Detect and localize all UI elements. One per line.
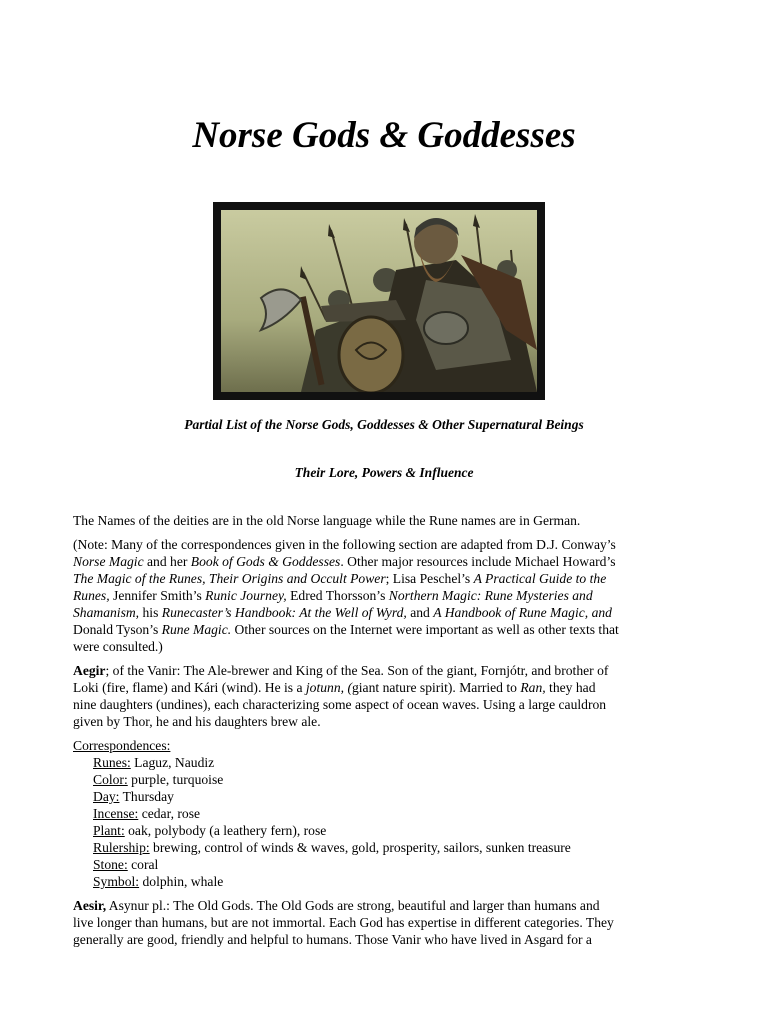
entry-text: Loki (fire, flame) and Kári (wind). He is a	[73, 680, 306, 695]
note-paragraph	[73, 536, 703, 655]
note-text: Edred Thorsson’s	[286, 588, 389, 603]
book-title: Runecaster’s Handbook: At the Well of Wyrd,	[161, 605, 407, 620]
aegir-entry	[73, 662, 703, 730]
note-line	[73, 570, 703, 587]
document-subtitle: Partial List of the Norse Gods, Goddesses & Other Supernatural Beings	[184, 417, 584, 432]
entry-line: live longer than humans, but are not immortal. Each God has expertise in different categories. They	[73, 915, 614, 930]
note-text: . Other major resources include Michael Howard’s	[340, 554, 616, 569]
correspondence-row	[73, 873, 703, 890]
note-line	[73, 587, 703, 604]
correspondence-row	[73, 771, 703, 788]
note-text: Other sources on the Internet were important as well as other texts that	[231, 622, 619, 637]
correspondence-row	[73, 856, 703, 873]
correspondence-label: Stone:	[93, 857, 128, 872]
book-title: A Practical Guide to the	[473, 571, 607, 586]
entry-line	[73, 679, 703, 696]
entry-line	[73, 897, 703, 914]
entry-line: given by Thor, he and his daughters brew ale.	[73, 714, 321, 729]
correspondence-row	[73, 788, 703, 805]
note-text: and	[406, 605, 434, 620]
correspondence-value: coral	[127, 857, 159, 872]
deity-name: Aegir	[73, 663, 106, 678]
correspondences-heading: Correspondences:	[73, 738, 171, 753]
correspondence-label: Incense:	[93, 806, 139, 821]
book-title: Northern Magic: Rune Mysteries and	[388, 588, 593, 603]
page-title: Norse Gods & Goddesses	[192, 115, 576, 156]
book-title: A Handbook of Rune Magic, and	[433, 605, 612, 620]
note-line	[73, 621, 703, 638]
viking-warrior-illustration	[213, 202, 545, 400]
document-subheading: Their Lore, Powers & Influence	[294, 465, 474, 480]
entry-text: Asynur pl.: The Old Gods. The Old Gods are strong, beautiful and larger than humans and	[106, 898, 600, 913]
note-text: Donald Tyson’s	[73, 622, 162, 637]
note-line	[73, 604, 703, 621]
book-title: Shamanism,	[73, 605, 140, 620]
correspondence-label: Runes:	[93, 755, 131, 770]
correspondence-label: Symbol:	[93, 874, 140, 889]
note-text: ; Lisa Peschel’s	[385, 571, 474, 586]
correspondence-value: Thursday	[119, 789, 174, 804]
deity-name: Aesir,	[73, 898, 107, 913]
correspondence-label: Color:	[93, 772, 128, 787]
note-text: his	[139, 605, 162, 620]
correspondence-row	[73, 822, 703, 839]
intro-paragraph: The Names of the deities are in the old Norse language while the Rune names are in German.	[73, 513, 581, 528]
note-line: (Note: Many of the correspondences given in the following section are adapted from D.J. Conway’s	[73, 537, 616, 552]
correspondences-list	[73, 737, 703, 890]
book-title: Runes,	[73, 588, 110, 603]
correspondence-value: Laguz, Naudiz	[130, 755, 215, 770]
correspondence-label: Rulership:	[93, 840, 150, 855]
correspondence-value: brewing, control of winds & waves, gold, prosperity, sailors, sunken treasure	[149, 840, 571, 855]
correspondence-value: cedar, rose	[138, 806, 201, 821]
book-title: The Magic of the Runes, Their Origins and Occult Power	[73, 571, 386, 586]
correspondence-label: Day:	[93, 789, 120, 804]
entry-line: nine daughters (undines), each characterizing some aspect of ocean waves. Using a large cauldron	[73, 697, 607, 712]
entry-text: giant nature spirit). Married to	[351, 680, 521, 695]
entry-term: Ran,	[520, 680, 546, 695]
book-title: Runic Journey,	[205, 588, 287, 603]
correspondence-row	[73, 839, 703, 856]
correspondence-label: Plant:	[93, 823, 125, 838]
entry-text: ; of the Vanir: The Ale-brewer and King of the Sea. Son of the giant, Fornjótr, and brother of	[105, 663, 609, 678]
entry-line: generally are good, friendly and helpful to humans. Those Vanir who have lived in Asgard for a	[73, 932, 592, 947]
note-text: Jennifer Smith’s	[109, 588, 206, 603]
note-line: were consulted.)	[73, 639, 163, 654]
entry-term: jotunn, (	[305, 680, 352, 695]
document-body	[73, 512, 703, 955]
aesir-entry	[73, 897, 703, 948]
book-title: Norse Magic	[73, 554, 144, 569]
entry-text: they had	[545, 680, 596, 695]
note-line	[73, 553, 703, 570]
correspondence-value: dolphin, whale	[139, 874, 224, 889]
note-text: and her	[143, 554, 191, 569]
correspondence-row	[73, 805, 703, 822]
correspondence-row	[73, 754, 703, 771]
book-title: Rune Magic.	[161, 622, 232, 637]
correspondence-value: oak, polybody (a leathery fern), rose	[124, 823, 327, 838]
correspondence-value: purple, turquoise	[127, 772, 224, 787]
book-title: Book of Gods & Goddesses	[190, 554, 341, 569]
entry-line	[73, 662, 703, 679]
